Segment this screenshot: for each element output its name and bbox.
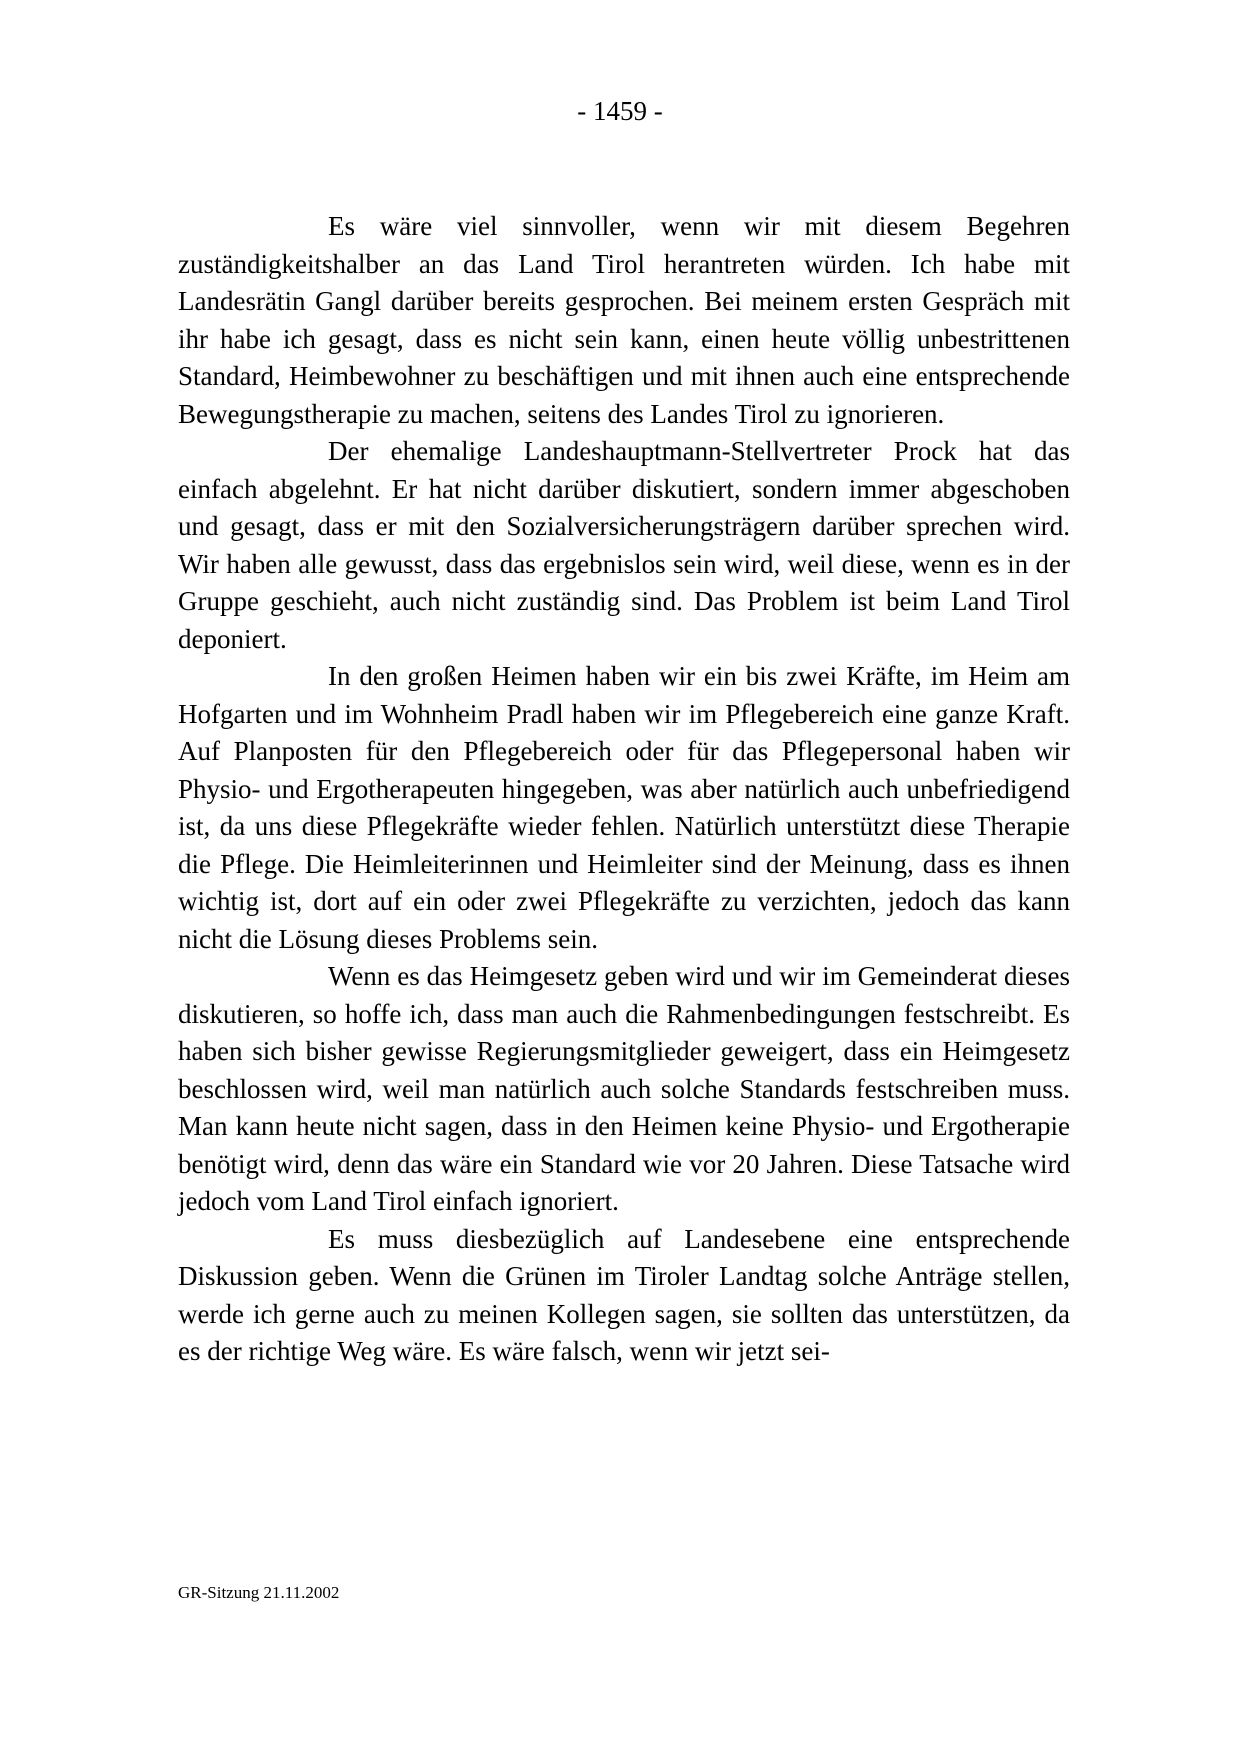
paragraph: In den großen Heimen haben wir ein bis zwei Kräfte, im Heim am Hofgarten und im Wohnheim Pradl haben wir im Pflegebereich eine ganze Kraft. Auf Planposten für den Pflegebereich oder für das Pflegepersonal haben wir Physio- und Ergotherapeuten hingegeben, was aber natürlich auch unbefriedigend ist, da uns diese Pflegekräfte wieder fehlen. Natürlich unterstützt diese Therapie die Pflege. Die Heimleiterinnen und Heimleiter sind der Meinung, dass es ihnen wichtig ist, dort auf ein oder zwei Pflegekräfte zu verzichten, jedoch das kann nicht die Lösung dieses Problems sein. bbox=[178, 661, 1070, 954]
page-number: - 1459 - bbox=[577, 96, 663, 126]
paragraph: Wenn es das Heimgesetz geben wird und wir im Gemeinderat dieses diskutieren, so hoffe ich, dass man auch die Rahmenbedingungen festschreibt. Es haben sich bisher gewisse Regierungsmitglieder geweigert, dass ein Heimgesetz beschlossen wird, weil man natürlich auch solche Standards festschreiben muss. Man kann heute nicht sagen, dass in den Heimen keine Physio- und Ergotherapie benötigt wird, denn das wäre ein Standard wie vor 20 Jahren. Diese Tatsache wird jedoch vom Land Tirol einfach ignoriert. bbox=[178, 961, 1070, 1216]
paragraph: Es wäre viel sinnvoller, wenn wir mit diesem Begehren zuständigkeitshalber an das Land Tirol herantreten würden. Ich habe mit Landesrätin Gangl darüber bereits gesprochen. Bei meinem ersten Gespräch mit ihr habe ich gesagt, dass es nicht sein kann, einen heute völlig unbestrittenen Standard, Heimbewohner zu beschäftigen und mit ihnen auch eine entsprechende Bewegungstherapie zu machen, seitens des Landes Tirol zu ignorieren. bbox=[178, 211, 1070, 429]
paragraph: Der ehemalige Landeshauptmann-Stellvertreter Prock hat das einfach abgelehnt. Er hat nicht darüber diskutiert, sondern immer abgeschoben und gesagt, dass er mit den Sozialversicherungsträgern darüber sprechen wird. Wir haben alle gewusst, dass das ergebnislos sein wird, weil diese, wenn es in der Gruppe geschieht, auch nicht zuständig sind. Das Problem ist beim Land Tirol deponiert. bbox=[178, 436, 1070, 654]
paragraph: Es muss diesbezüglich auf Landesebene eine entsprechende Diskussion geben. Wenn die Grünen im Tiroler Landtag solche Anträge stellen, werde ich gerne auch zu meinen Kollegen sagen, sie sollten das unterstützen, da es der richtige Weg wäre. Es wäre falsch, wenn wir jetzt sei- bbox=[178, 1223, 1070, 1366]
footer-session-label: GR-Sitzung 21.11.2002 bbox=[178, 1583, 340, 1602]
body-text bbox=[178, 208, 1070, 1371]
